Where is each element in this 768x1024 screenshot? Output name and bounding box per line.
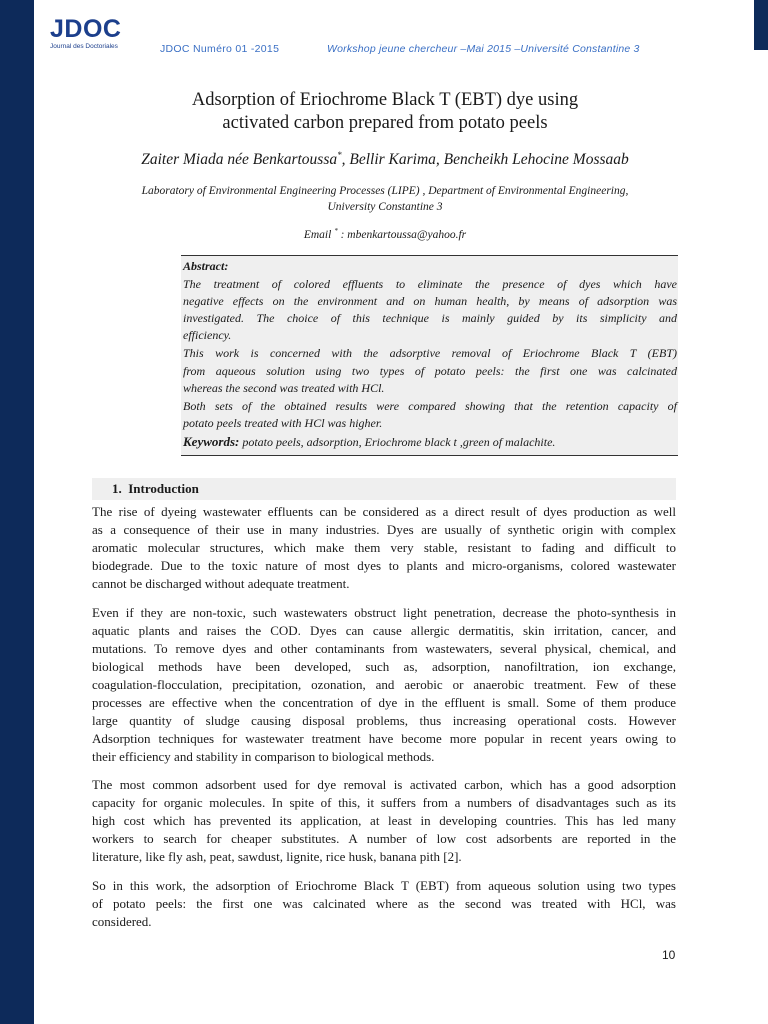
keywords-line bbox=[183, 434, 555, 450]
author-list bbox=[60, 150, 710, 169]
affiliation bbox=[100, 183, 670, 215]
body-line: biodegrade. Due to the toxic nature of most dyes to plants and micro-organisms, colored wastewater bbox=[92, 558, 676, 573]
affiliation-line-2: University Constantine 3 bbox=[327, 201, 443, 213]
left-margin-bar bbox=[0, 0, 34, 1024]
corresponding-mark: * bbox=[337, 150, 342, 160]
body-line: their efficiency and stability in comparison to biological methods. bbox=[92, 749, 435, 764]
body-line: large quantity of sludge causing disposal problems, thus increasing operational costs. However bbox=[92, 713, 676, 728]
body-line: considered. bbox=[92, 914, 152, 929]
email-label: Email bbox=[303, 228, 332, 241]
body-line: aquatic plants and raises the COD. Dyes can cause allergic dermatitis, skin irritation, cancer, and bbox=[92, 623, 676, 638]
author-first: Zaiter Miada née Benkartoussa bbox=[141, 151, 338, 169]
email-line bbox=[100, 227, 670, 241]
body-line: biological methods have been developed, such as, adsorption, nanofiltration, ion exchange, bbox=[92, 659, 676, 674]
affiliation-line-1: Laboratory of Environmental Engineering Processes (LIPE) , Department of Environmental Engineering, bbox=[141, 185, 629, 197]
section-title: Introduction bbox=[128, 481, 199, 496]
abstract-line: potato peels treated with HCl was higher. bbox=[183, 416, 383, 430]
body-line: The rise of dyeing wastewater effluents can be considered as a direct result of dyes production as well bbox=[92, 504, 676, 519]
abstract-line: efficiency. bbox=[183, 328, 232, 342]
abstract-line: This work is concerned with the adsorptive removal of Eriochrome Black T (EBT) bbox=[183, 346, 677, 360]
body-line: mutations. To remove dyes and other contaminants from wastewaters, several physical, chemical, and bbox=[92, 641, 676, 656]
abstract-line: investigated. The choice of this technique is mainly guided by its simplicity and bbox=[183, 311, 677, 325]
body-line: processes are effective when the concentration of dye in the effluent is small. Some of them produce bbox=[92, 695, 676, 710]
workshop-label: Workshop jeune chercheur –Mai 2015 –Université Constantine 3 bbox=[327, 43, 640, 55]
keywords-label: Keywords: bbox=[183, 434, 240, 449]
abstract-heading: Abstract: bbox=[183, 259, 229, 273]
abstract-line: Both sets of the obtained results were compared showing that the retention capacity of bbox=[183, 399, 677, 413]
abstract-line: whereas the second was treated with HCl. bbox=[183, 381, 385, 395]
abstract-line: The treatment of colored effluents to eliminate the presence of dyes which have bbox=[183, 277, 677, 291]
body-line: coagulation-flocculation, precipitation, ozonation, and aerobic or anaerobic treatment. Few of these bbox=[92, 677, 676, 692]
body-line: of potato peels: the first one was calcinated where as the second was treated with HCl, was bbox=[92, 896, 676, 911]
author-rest: , Bellir Karima, Bencheikh Lehocine Mossaab bbox=[341, 151, 629, 169]
section-number: 1. bbox=[112, 481, 122, 496]
body-line: literature, like fly ash, peat, sawdust, lignite, rice husk, banana pith [2]. bbox=[92, 849, 462, 864]
body-line: The most common adsorbent used for dye removal is activated carbon, which has a good adsorption bbox=[92, 777, 676, 792]
section-heading bbox=[112, 481, 199, 497]
body-line: Adsorption techniques for wastewater treatment have become more popular in recent years owing to bbox=[92, 731, 676, 746]
email-address[interactable]: : mbenkartoussa@yahoo.fr bbox=[337, 228, 467, 241]
abstract-line: negative effects on the environment and on human health, by means of adsorption was bbox=[183, 294, 677, 308]
paper-title-line-1: Adsorption of Eriochrome Black T (EBT) dye using bbox=[191, 90, 579, 110]
logo-text: JDOC bbox=[50, 15, 122, 43]
body-line: capacity for organic molecules. In spite of this, it suffers from a numbers of disadvantages such as its bbox=[92, 795, 676, 810]
abstract-line: from aqueous solution using two types of potato peels: the first one was calcinated bbox=[183, 364, 677, 378]
page-number: 10 bbox=[662, 948, 676, 962]
journal-logo bbox=[50, 16, 121, 50]
body-line: Even if they are non-toxic, such wastewaters obstruct light penetration, decrease the photo-synthesis in bbox=[92, 605, 676, 620]
email-mark: * bbox=[334, 227, 338, 235]
body-line: aromatic molecular structures, which make them very stable, resistant to fading and difficult to bbox=[92, 540, 676, 555]
body-line: workers to search for cheaper substitutes. A number of low cost adsorbents are reported in the bbox=[92, 831, 676, 846]
issue-label: JDOC Numéro 01 -2015 bbox=[160, 43, 280, 55]
abstract-box bbox=[181, 255, 678, 456]
right-edge-tab bbox=[754, 0, 768, 50]
body-line: high cost which has prevented its application, at least in developing countries. This has led many bbox=[92, 813, 676, 828]
body-line: cannot be discharged without adequate treatment. bbox=[92, 576, 350, 591]
paper-title-line-2: activated carbon prepared from potato peels bbox=[222, 113, 548, 133]
logo-subtitle: Journal des Doctoriales bbox=[50, 43, 118, 50]
body-line: as a consequence of their use in many industries. Dyes are usually of synthetic origin with complex bbox=[92, 522, 676, 537]
body-line: So in this work, the adsorption of Eriochrome Black T (EBT) from aqueous solution using two types bbox=[92, 878, 676, 893]
keywords-text: potato peels, adsorption, Eriochrome black t ,green of malachite. bbox=[239, 435, 556, 449]
